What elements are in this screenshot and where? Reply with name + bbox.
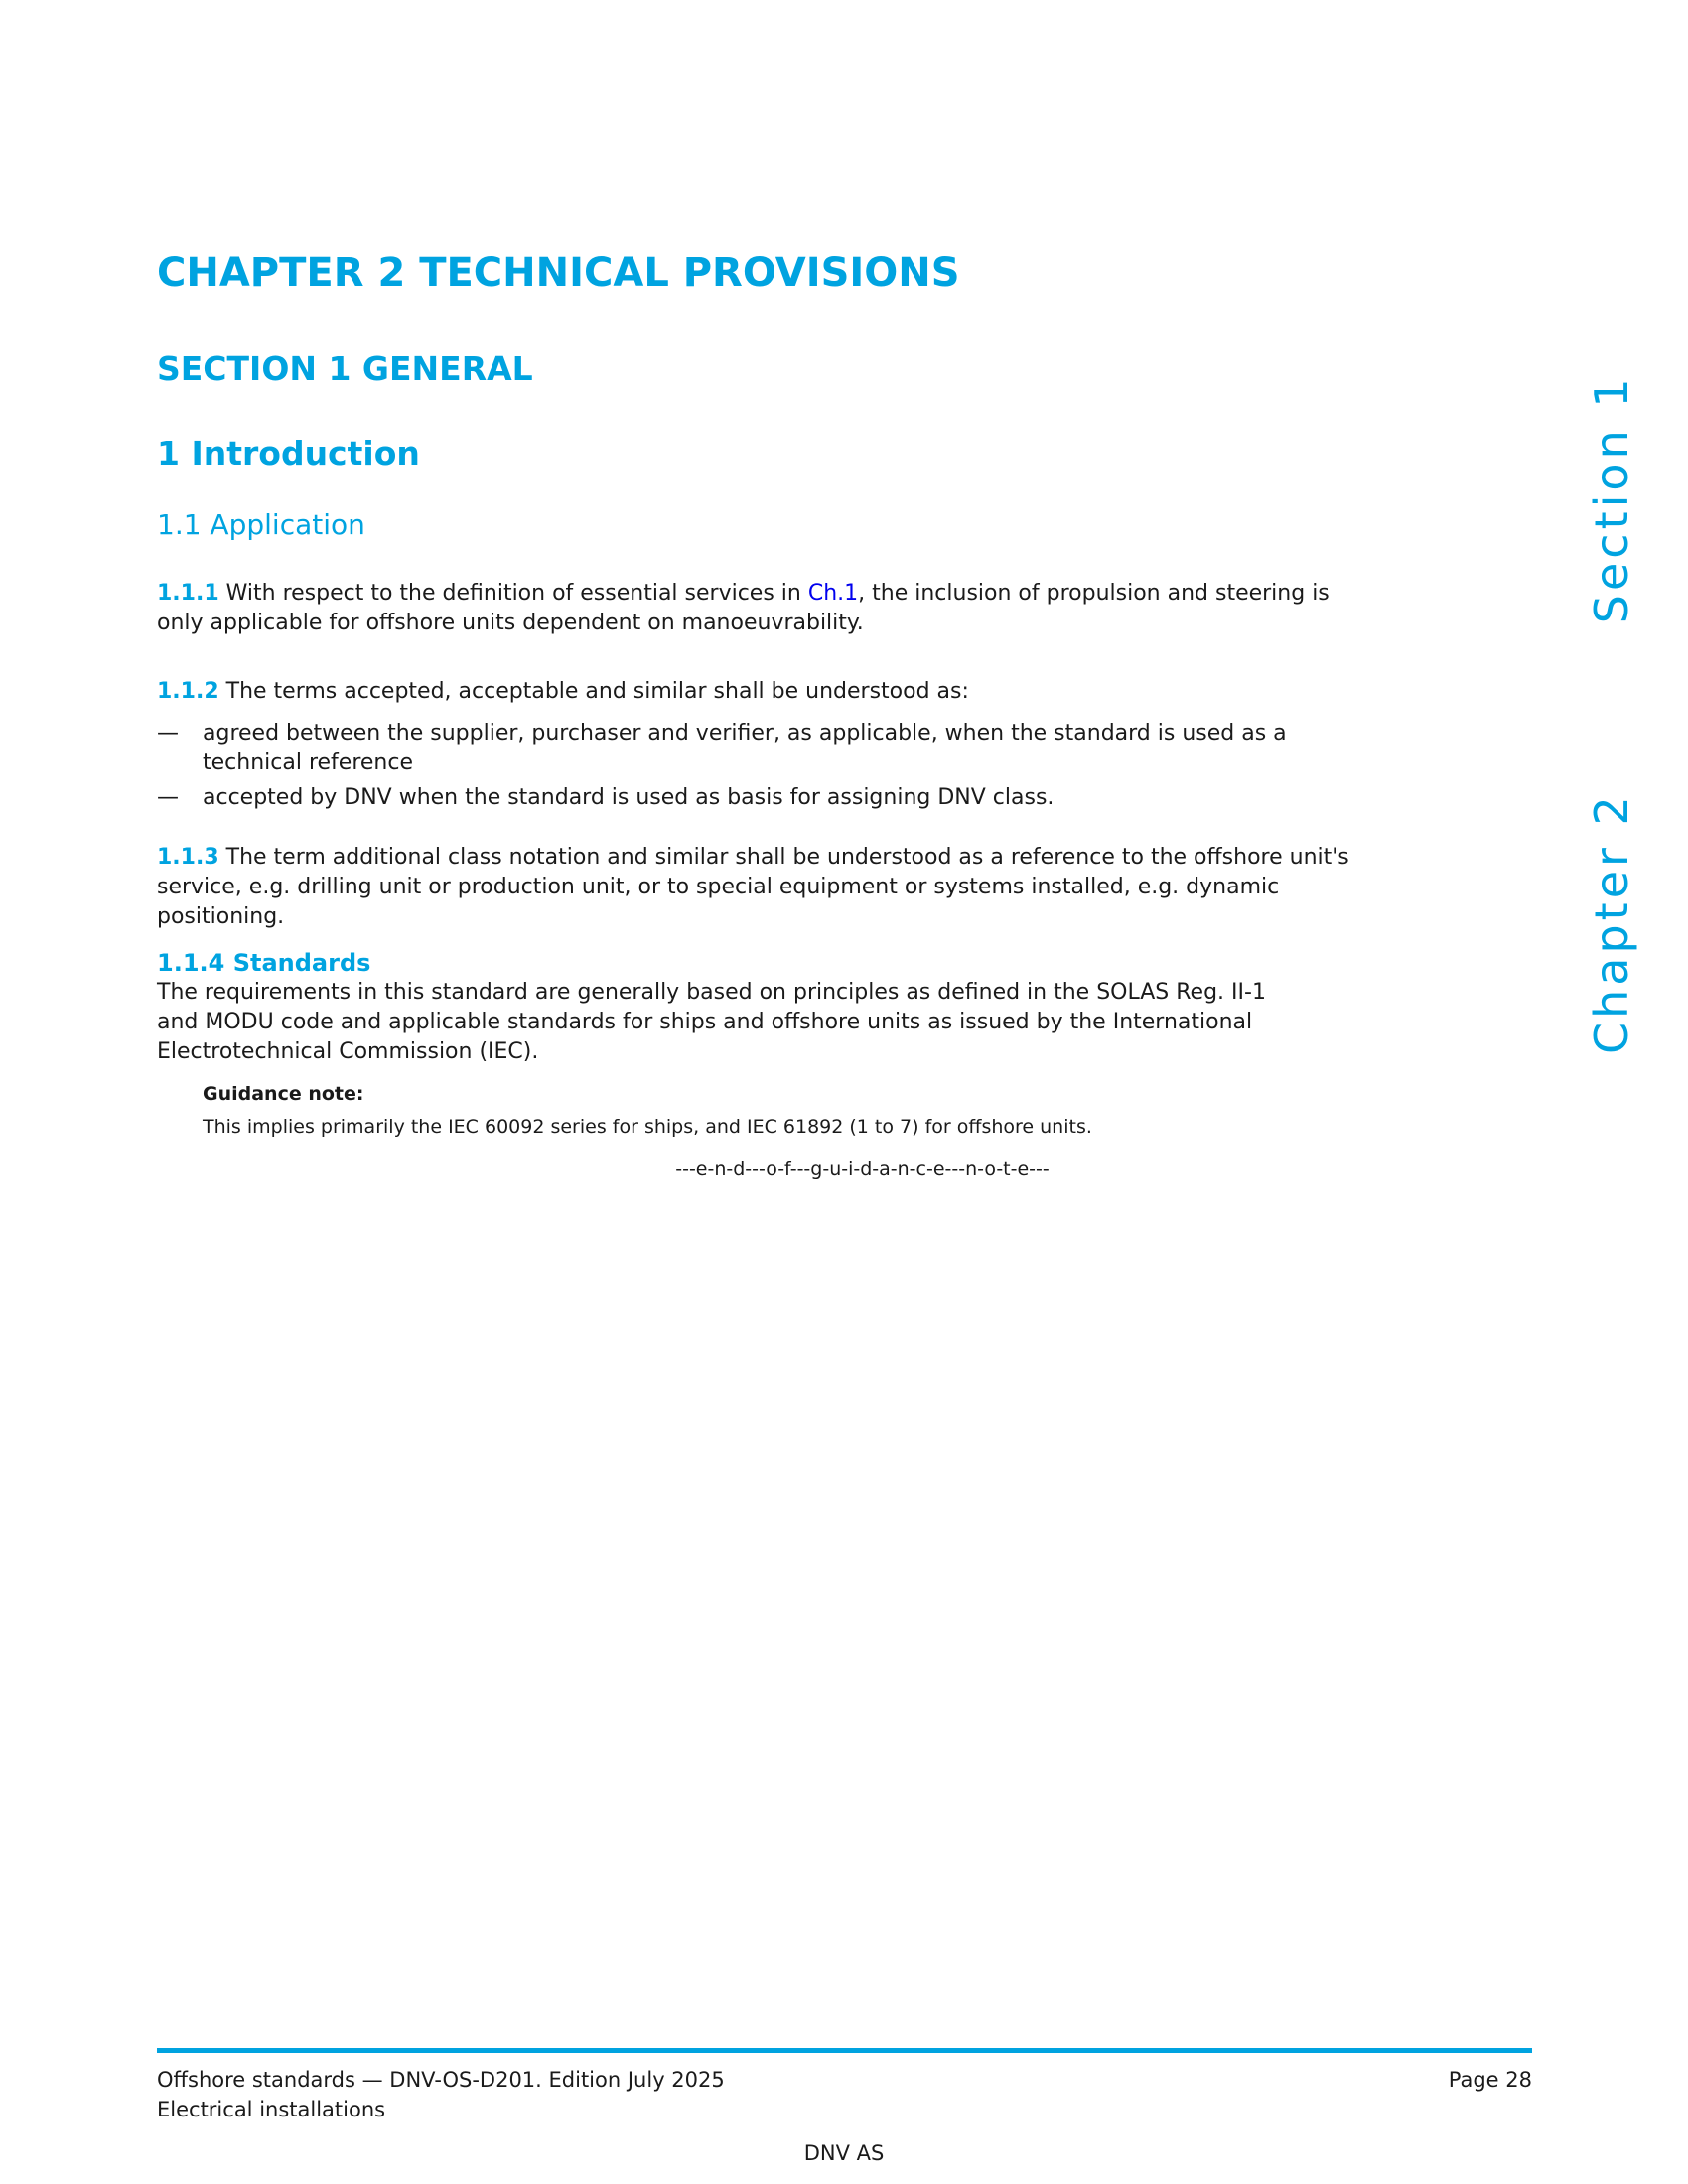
list-item-2-line-1: accepted by DNV when the standard is used as basis for assigning DNV class. [203,785,1055,810]
margin-label-section: Section 1 [1585,374,1638,624]
paragraph-1-1-1-text-post: , the inclusion of propulsion and steering is [858,581,1330,606]
margin-label-rotated [1586,374,1637,1054]
guidance-note-text: This implies primarily the IEC 60092 series for ships, and IEC 61892 (1 to 7) for offshore units. [203,1116,1092,1138]
paragraph-1-1-4-line-1: The requirements in this standard are generally based on principles as defined in the SOLAS Reg. II-1 [157,980,1266,1005]
paragraph-1-1-4 [157,978,1522,1067]
application-heading: 1.1 Application [157,508,365,541]
paragraph-1-1-3-text: The term additional class notation and similar shall be understood as a reference to the offshore unit's [218,845,1349,870]
paragraph-1-1-3-line-2: service, e.g. drilling unit or production unit, or to special equipment or systems installed, e.g. dynamic [157,875,1280,899]
end-of-guidance-note-marker: ---e-n-d---o-f---g-u-i-d-a-n-c-e---n-o-t-e--- [675,1159,1050,1180]
section-title: SECTION 1 GENERAL [157,349,533,388]
paragraph-1-1-1 [157,579,1522,638]
guidance-note-label: Guidance note: [203,1083,364,1105]
dash-list [157,719,1522,813]
list-item [157,783,1522,813]
paragraph-1-1-2 [157,677,1522,707]
list-item-1-line-2: technical reference [203,751,413,775]
paragraph-number-1-1-1: 1.1.1 [157,581,219,606]
guidance-note [203,1082,1522,1181]
paragraph-1-1-4-line-2: and MODU code and applicable standards for ships and offshore units as issued by the International [157,1010,1253,1034]
margin-label-chapter: Chapter 2 [1585,792,1638,1054]
intro-heading: 1 Introduction [157,434,420,473]
footer-standard-title: Offshore standards — DNV-OS-D201. Edition July 2025 [157,2068,725,2092]
standards-heading: 1.1.4 Standards [157,949,371,977]
paragraph-1-1-2-line-1 [157,677,1522,707]
list-item-text [203,719,1287,778]
paragraph-1-1-4-line-3: Electrotechnical Commission (IEC). [157,1039,539,1064]
footer-page-number: Page 28 [1448,2068,1532,2092]
publisher-label: DNV AS [803,2141,885,2165]
list-item-text [203,783,1054,813]
paragraph-number-1-1-3: 1.1.3 [157,845,219,870]
footer-standard-subtitle: Electrical installations [157,2098,386,2121]
ch1-link[interactable]: Ch.1 [807,581,859,606]
paragraph-1-1-3-line-1 [157,843,1522,873]
paragraph-number-1-1-2: 1.1.2 [157,679,219,704]
list-item [157,719,1522,778]
paragraph-1-1-1-line-2: only applicable for offshore units dependent on manoeuvrability. [157,611,864,635]
dash-marker: — [157,721,179,746]
paragraph-1-1-3-line-3: positioning. [157,904,285,929]
paragraph-1-1-2-text: The terms accepted, acceptable and similar shall be understood as: [218,679,969,704]
footer-rule [157,2048,1532,2053]
paragraph-1-1-1-line-1 [157,579,1522,609]
dash-marker: — [157,785,179,810]
paragraph-1-1-1-text-pre: With respect to the definition of essential services in [218,581,808,606]
chapter-title: CHAPTER 2 TECHNICAL PROVISIONS [157,250,960,296]
list-item-1-line-1: agreed between the supplier, purchaser and verifier, as applicable, when the standard is used as a [203,721,1287,746]
paragraph-1-1-3 [157,843,1522,932]
page-content [157,248,1522,1181]
